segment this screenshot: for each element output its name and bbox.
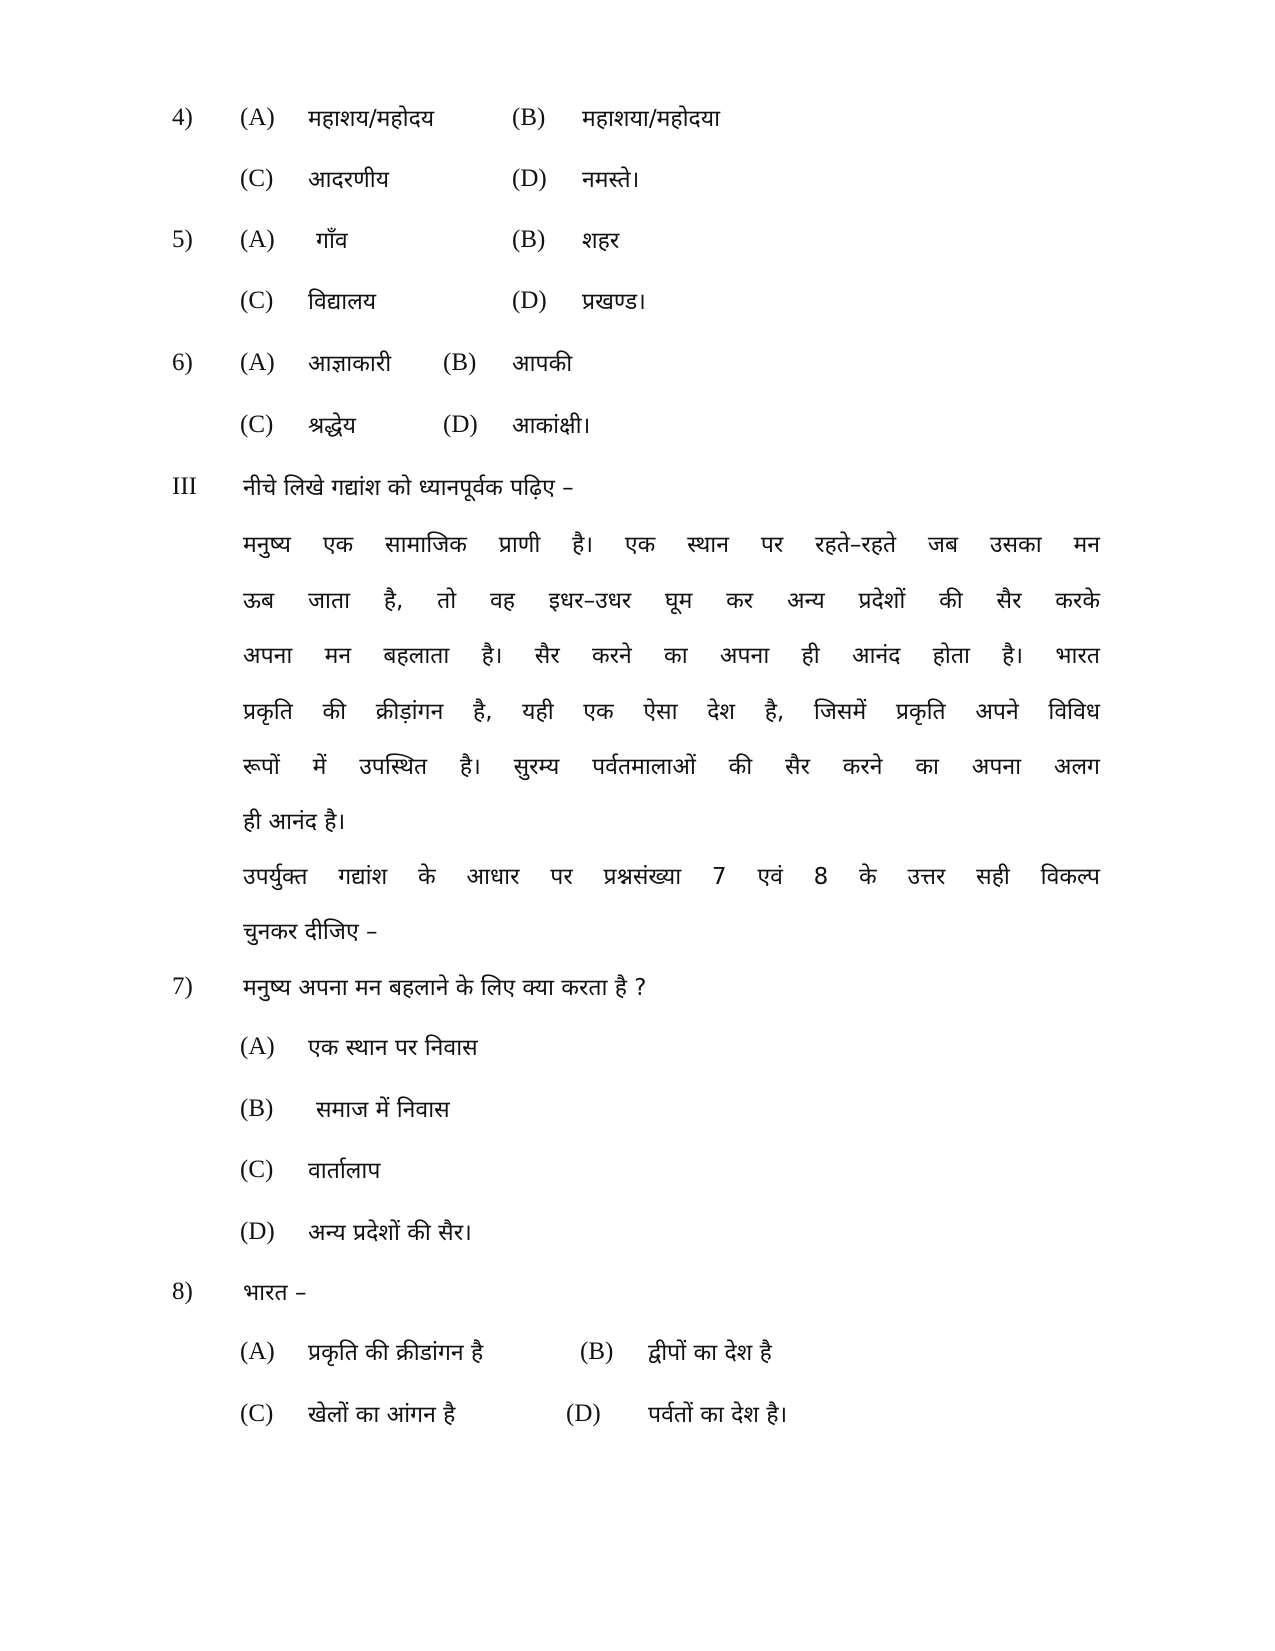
section-number: III [172,473,197,500]
option-label: (C) [240,411,274,438]
option-label: (A) [240,1033,275,1060]
option-text: समाज में निवास [316,1097,450,1123]
option-label: (D) [240,1218,275,1245]
section-heading: नीचे लिखे गद्यांश को ध्यानपूर्वक पढ़िए – [243,475,574,501]
option-text: प्रखण्ड। [582,289,646,315]
option-text: खेलों का आंगन है [308,1402,456,1428]
option-label: (A) [240,349,275,376]
option-label: (B) [512,226,546,253]
passage-line: अपना मन बहलाता है। सैर करने का अपना ही आनंद होता है। भारत [243,643,1100,669]
question-number: 8) [172,1278,193,1305]
option-text: आज्ञाकारी [308,351,392,377]
option-label: (D) [566,1400,601,1427]
option-text: द्वीपों का देश है [648,1340,772,1366]
question-number: 6) [172,349,193,376]
option-label: (C) [240,165,274,192]
option-label: (A) [240,1338,275,1365]
option-text: वार्तालाप [308,1158,381,1184]
option-label: (B) [240,1095,274,1122]
option-text: एक स्थान पर निवास [308,1035,478,1061]
option-text: पर्वतों का देश है। [648,1402,788,1428]
option-label: (A) [240,104,275,131]
question-number: 5) [172,226,193,253]
passage-line: मनुष्य एक सामाजिक प्राणी है। एक स्थान पर रहते–रहते जब उसका मन [243,532,1100,558]
question-text: भारत – [243,1280,307,1306]
option-label: (D) [443,411,478,438]
passage-line: ही आनंद है। [243,809,346,835]
option-text: महाशया/महोदया [582,106,721,132]
option-label: (B) [512,104,546,131]
instruction-line: चुनकर दीजिए – [243,919,378,945]
option-text: अन्य प्रदेशों की सैर। [308,1220,472,1246]
option-label: (C) [240,287,274,314]
question-number: 4) [172,104,193,131]
option-label: (B) [443,349,477,376]
passage-line: ऊब जाता है, तो वह इधर–उधर घूम कर अन्य प्रदेशों की सैर करके [243,588,1100,614]
option-text: आपकी [512,351,573,377]
option-text: श्रद्धेय [308,413,357,439]
option-label: (A) [240,226,275,253]
option-label: (B) [580,1338,614,1365]
option-text: महाशय/महोदय [308,106,435,132]
option-label: (C) [240,1400,274,1427]
option-text: नमस्ते। [582,167,640,193]
option-label: (D) [512,165,547,192]
question-text: मनुष्य अपना मन बहलाने के लिए क्या करता है ? [243,975,647,1001]
question-number: 7) [172,973,193,1000]
option-label: (C) [240,1156,274,1183]
option-text: आदरणीय [308,167,390,193]
option-text: आकांक्षी। [512,413,591,439]
passage-line: रूपों में उपस्थित है। सुरम्य पर्वतमालाओं की सैर करने का अपना अलग [243,754,1100,780]
option-label: (D) [512,287,547,314]
instruction-line: उपर्युक्त गद्यांश के आधार पर प्रश्नसंख्या 7 एवं 8 के उत्तर सही विकल्प [243,864,1100,890]
option-text: गाँव [316,228,348,254]
option-text: विद्यालय [308,289,377,315]
option-text: प्रकृति की क्रीडांगन है [308,1340,484,1366]
option-text: शहर [582,228,620,254]
passage-line: प्रकृति की क्रीड़ांगन है, यही एक ऐसा देश है, जिसमें प्रकृति अपने विविध [243,699,1100,725]
